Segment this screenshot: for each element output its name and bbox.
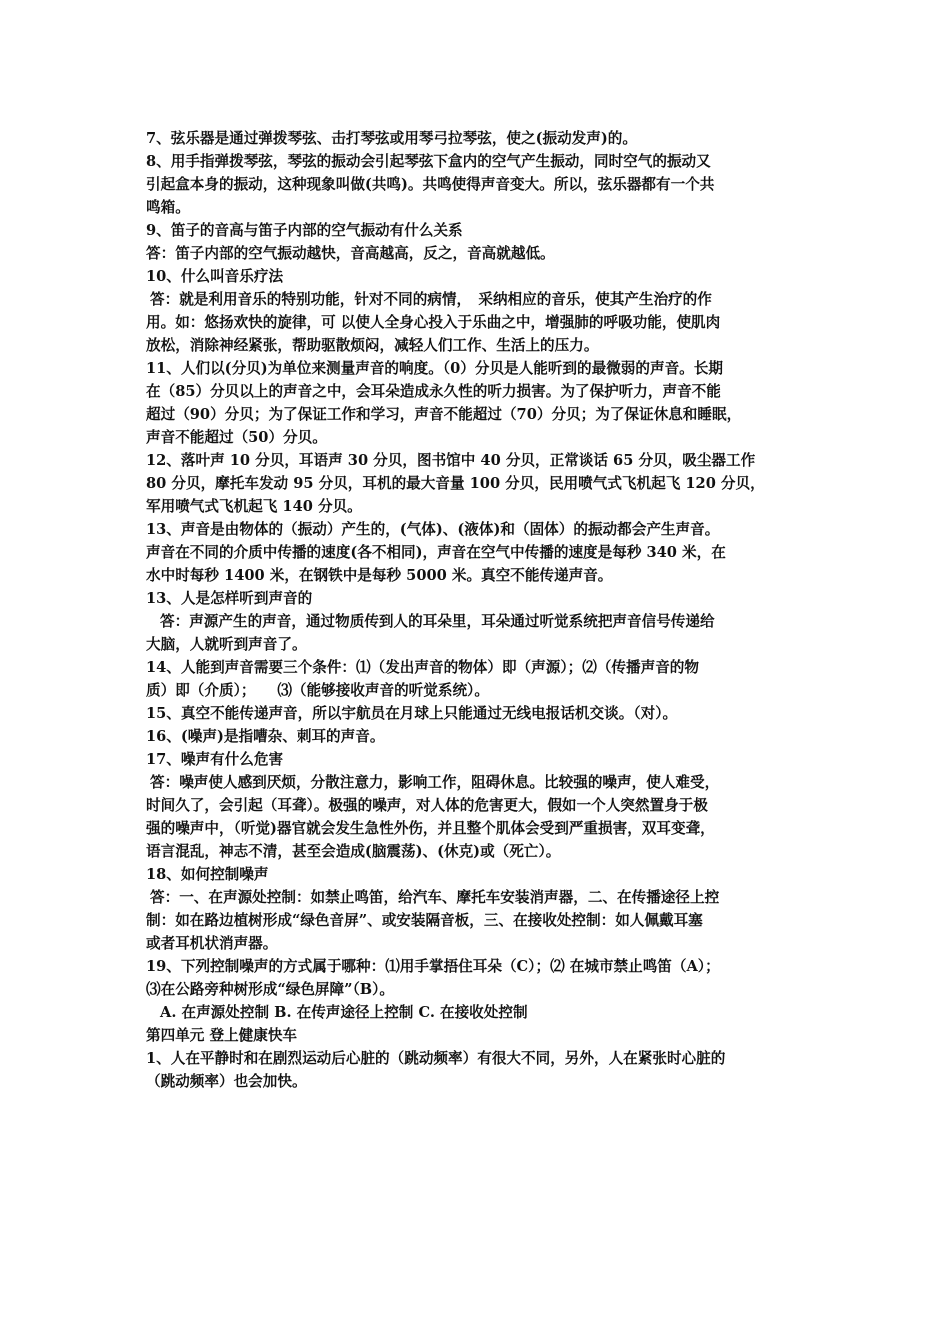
text-line: 答：声源产生的声音，通过物质传到人的耳朵里，耳朵通过听觉系统把声音信号传递给 <box>160 613 715 630</box>
text-line: 答：就是利用音乐的特别功能，针对不同的病情， 采纳相应的音乐，使其产生治疗的作 <box>150 291 712 308</box>
text-line: 8、用手指弹拨琴弦，琴弦的振动会引起琴弦下盒内的空气产生振动，同时空气的振动又 <box>146 153 711 170</box>
text-line: 引起盒本身的振动，这种现象叫做(共鸣)。共鸣使得声音变大。所以，弦乐器都有一个共 <box>146 176 715 193</box>
text-line: 水中时每秒 1400 米，在钢铁中是每秒 5000 米。真空不能传递声音。 <box>146 567 613 584</box>
text-line: 大脑，人就听到声音了。 <box>146 636 307 653</box>
text-line: 14、人能到声音需要三个条件：⑴（发出声音的物体）即（声源）；⑵（传播声音的物 <box>146 659 699 676</box>
text-line: 或者耳机状消声器。 <box>146 935 278 952</box>
text-line: 放松，消除神经紧张，帮助驱散烦闷，减轻人们工作、生活上的压力。 <box>146 337 599 354</box>
text-line: 在（85）分贝以上的声音之中，会耳朵造成永久性的听力损害。为了保护听力，声音不能 <box>146 383 721 400</box>
text-line: 答：噪声使人感到厌烦，分散注意力，影响工作，阻碍休息。比较强的噪声，使人难受， <box>150 774 720 791</box>
text-line: 鸣箱。 <box>146 199 190 216</box>
text-line: 16、(噪声)是指嘈杂、刺耳的声音。 <box>146 728 385 745</box>
document-page <box>146 127 816 1093</box>
text-line: （跳动频率）也会加快。 <box>146 1073 307 1090</box>
text-line: 80 分贝，摩托车发动 95 分贝，耳机的最大音量 100 分贝，民用喷气式飞机起飞 120 分贝， <box>146 475 765 492</box>
text-line: 语言混乱，神志不清，甚至会造成(脑震荡)、(休克)或（死亡）。 <box>146 843 561 860</box>
text-line: 声音在不同的介质中传播的速度(各不相同)，声音在空气中传播的速度是每秒 340 米，在 <box>146 544 726 561</box>
text-line: ⑶在公路旁种树形成“绿色屏障”（B）。 <box>146 981 395 998</box>
text-line: 军用喷气式飞机起飞 140 分贝。 <box>146 498 362 515</box>
text-line: 7、弦乐器是通过弹拨琴弦、击打琴弦或用琴弓拉琴弦，使之(振动发声)的。 <box>146 130 637 147</box>
text-line: 答：笛子内部的空气振动越快，音高越高，反之，音高就越低。 <box>146 245 555 262</box>
text-line: 13、人是怎样听到声音的 <box>146 590 313 607</box>
text-line: 强的噪声中，（听觉)器官就会发生急性外伤，并且整个肌体会受到严重损害，双耳变聋， <box>146 820 715 837</box>
text-line: 18、如何控制噪声 <box>146 866 269 883</box>
text-line: 10、什么叫音乐疗法 <box>146 268 284 285</box>
text-line: 17、噪声有什么危害 <box>146 751 284 768</box>
text-line: 质）即（介质）； ⑶（能够接收声音的听觉系统）。 <box>146 682 489 699</box>
text-line: 12、落叶声 10 分贝，耳语声 30 分贝，图书馆中 40 分贝，正常谈话 65 分贝，吸尘器工作 <box>146 452 756 469</box>
text-line: 声音不能超过（50）分贝。 <box>146 429 327 446</box>
text-line: 13、声音是由物体的（振动）产生的，(气体)、(液体)和（固体）的振动都会产生声音。 <box>146 521 720 538</box>
text-line: 制：如在路边植树形成“绿色音屏”、或安装隔音板，三、在接收处控制：如人佩戴耳塞 <box>146 912 703 929</box>
text-line: 1、人在平静时和在剧烈运动后心脏的（跳动频率）有很大不同，另外，人在紧张时心脏的 <box>146 1050 726 1067</box>
text-line: 用。如：悠扬欢快的旋律，可 以使人全身心投入于乐曲之中，增强肺的呼吸功能，使肌肉 <box>146 314 721 331</box>
section-heading: 第四单元 登上健康快车 <box>146 1027 298 1044</box>
text-line: 15、真空不能传递声音，所以宇航员在月球上只能通过无线电报话机交谈。（对）。 <box>146 705 678 722</box>
text-line: 19、下列控制噪声的方式属于哪种：⑴用手掌捂住耳朵（C）；⑵ 在城市禁止鸣笛（A）； <box>146 958 720 975</box>
text-line: 时间久了，会引起（耳聋）。极强的噪声，对人体的危害更大，假如一个人突然置身于极 <box>146 797 708 814</box>
text-line: 超过（90）分贝；为了保证工作和学习，声音不能超过（70）分贝；为了保证休息和睡眠， <box>146 406 742 423</box>
text-line: 答：一、在声源处控制：如禁止鸣笛，给汽车、摩托车安装消声器，二、在传播途径上控 <box>150 889 720 906</box>
text-line: 11、人们以(分贝)为单位来测量声音的响度。（0）分贝是人能听到的最微弱的声音。长期 <box>146 360 723 377</box>
text-line: 9、笛子的音高与笛子内部的空气振动有什么关系 <box>146 222 463 239</box>
text-line: A. 在声源处控制 B. 在传声途径上控制 C. 在接收处控制 <box>160 1004 528 1021</box>
